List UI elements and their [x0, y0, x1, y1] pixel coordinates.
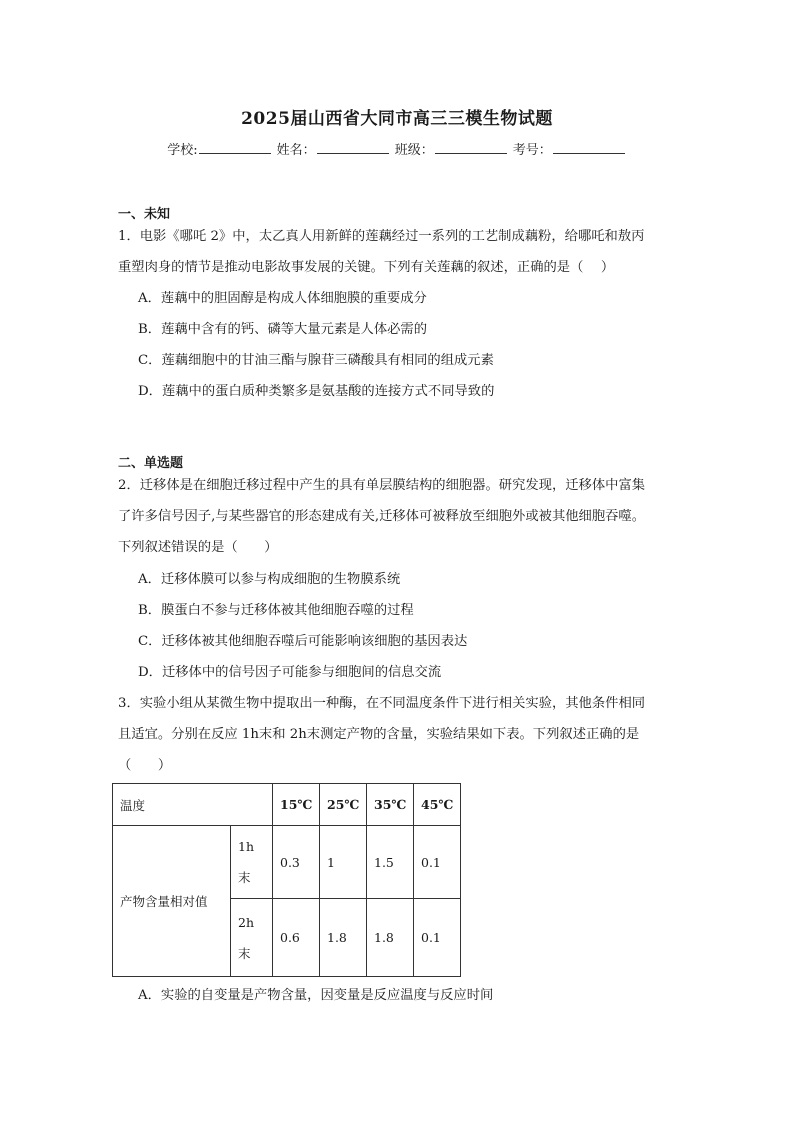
table-time-cell: 2h 末: [231, 899, 273, 977]
option-d[interactable]: D．迁移体中的信号因子可能参与细胞间的信息交流: [138, 665, 442, 680]
question-text-line: 3．实验小组从某微生物中提取出一种酶，在不同温度条件下进行相关实验，其他条件相同: [118, 696, 646, 711]
question-text-line: 重塑肉身的情节是推动电影故事发展的关键。下列有关莲藕的叙述，正确的是（ ）: [118, 260, 615, 275]
exam-number-field[interactable]: [513, 143, 627, 158]
option-c[interactable]: C．迁移体被其他细胞吞噬后可能影响该细胞的基因表达: [138, 634, 468, 649]
table-cell: 0.1: [414, 899, 461, 977]
table-header-cell: 45℃: [414, 784, 461, 826]
question-text-line: 下列叙述错误的是（ ）: [118, 540, 278, 555]
table-row-group-label: 产物含量相对值: [113, 826, 231, 977]
table-time-cell: 1h 末: [231, 826, 273, 899]
table-corner-cell: 温度: [113, 784, 273, 826]
name-field[interactable]: [277, 143, 391, 158]
school-blank[interactable]: [199, 141, 271, 154]
question-text-line: 且适宜。分别在反应 1h末和 2h末测定产物的含量，实验结果如下表。下列叙述正确的是: [118, 727, 640, 742]
question-text-line: 1．电影《哪吒 2》中，太乙真人用新鲜的莲藕经过一系列的工艺制成藕粉，给哪吒和敖丙: [118, 229, 645, 244]
class-label: 班级：: [394, 143, 434, 158]
page-title: 2025届山西省大同市高三三模生物试题: [241, 109, 553, 129]
table-cell: 1.8: [320, 899, 367, 977]
table-row: [113, 826, 461, 899]
option-b[interactable]: B．膜蛋白不参与迁移体被其他细胞吞噬的过程: [138, 603, 414, 618]
question-text-line: （ ）: [118, 758, 172, 773]
table-cell: 0.3: [273, 826, 320, 899]
name-blank[interactable]: [317, 141, 389, 154]
option-c[interactable]: C．莲藕细胞中的甘油三酯与腺苷三磷酸具有相同的组成元素: [138, 353, 494, 368]
option-a[interactable]: A．迁移体膜可以参与构成细胞的生物膜系统: [138, 572, 401, 587]
name-label: 姓名：: [276, 143, 316, 158]
class-blank[interactable]: [435, 141, 507, 154]
option-a[interactable]: A．莲藕中的胆固醇是构成人体细胞膜的重要成分: [138, 291, 427, 306]
question-text-line: 2．迁移体是在细胞迁移过程中产生的具有单层膜结构的细胞器。研究发现，迁移体中富集: [118, 478, 646, 493]
table-cell: 1.8: [367, 899, 414, 977]
option-a[interactable]: A．实验的自变量是产物含量，因变量是反应温度与反应时间: [138, 988, 494, 1003]
table-cell: 1: [320, 826, 367, 899]
table-header-row: [113, 784, 461, 826]
result-table: [112, 783, 461, 977]
table-header-cell: 25℃: [320, 784, 367, 826]
table-cell: 0.1: [414, 826, 461, 899]
table-header-cell: 35℃: [367, 784, 414, 826]
exam-number-label: 考号：: [512, 143, 552, 158]
option-d[interactable]: D．莲藕中的蛋白质种类繁多是氨基酸的连接方式不同导致的: [138, 384, 495, 399]
school-field[interactable]: [167, 143, 272, 158]
class-field[interactable]: [395, 143, 509, 158]
table-header-cell: 15℃: [273, 784, 320, 826]
table-cell: 1.5: [367, 826, 414, 899]
exam-number-blank[interactable]: [553, 141, 625, 154]
question-text-line: 了许多信号因子,与某些器官的形态建成有关,迁移体可被释放至细胞外或被其他细胞吞噬。: [118, 509, 646, 524]
student-info-row: [0, 139, 794, 158]
section-heading: 二、单选题: [118, 456, 184, 471]
school-label: 学校:: [167, 143, 198, 158]
section-heading: 一、未知: [118, 207, 171, 222]
table-cell: 0.6: [273, 899, 320, 977]
option-b[interactable]: B．莲藕中含有的钙、磷等大量元素是人体必需的: [138, 322, 428, 337]
